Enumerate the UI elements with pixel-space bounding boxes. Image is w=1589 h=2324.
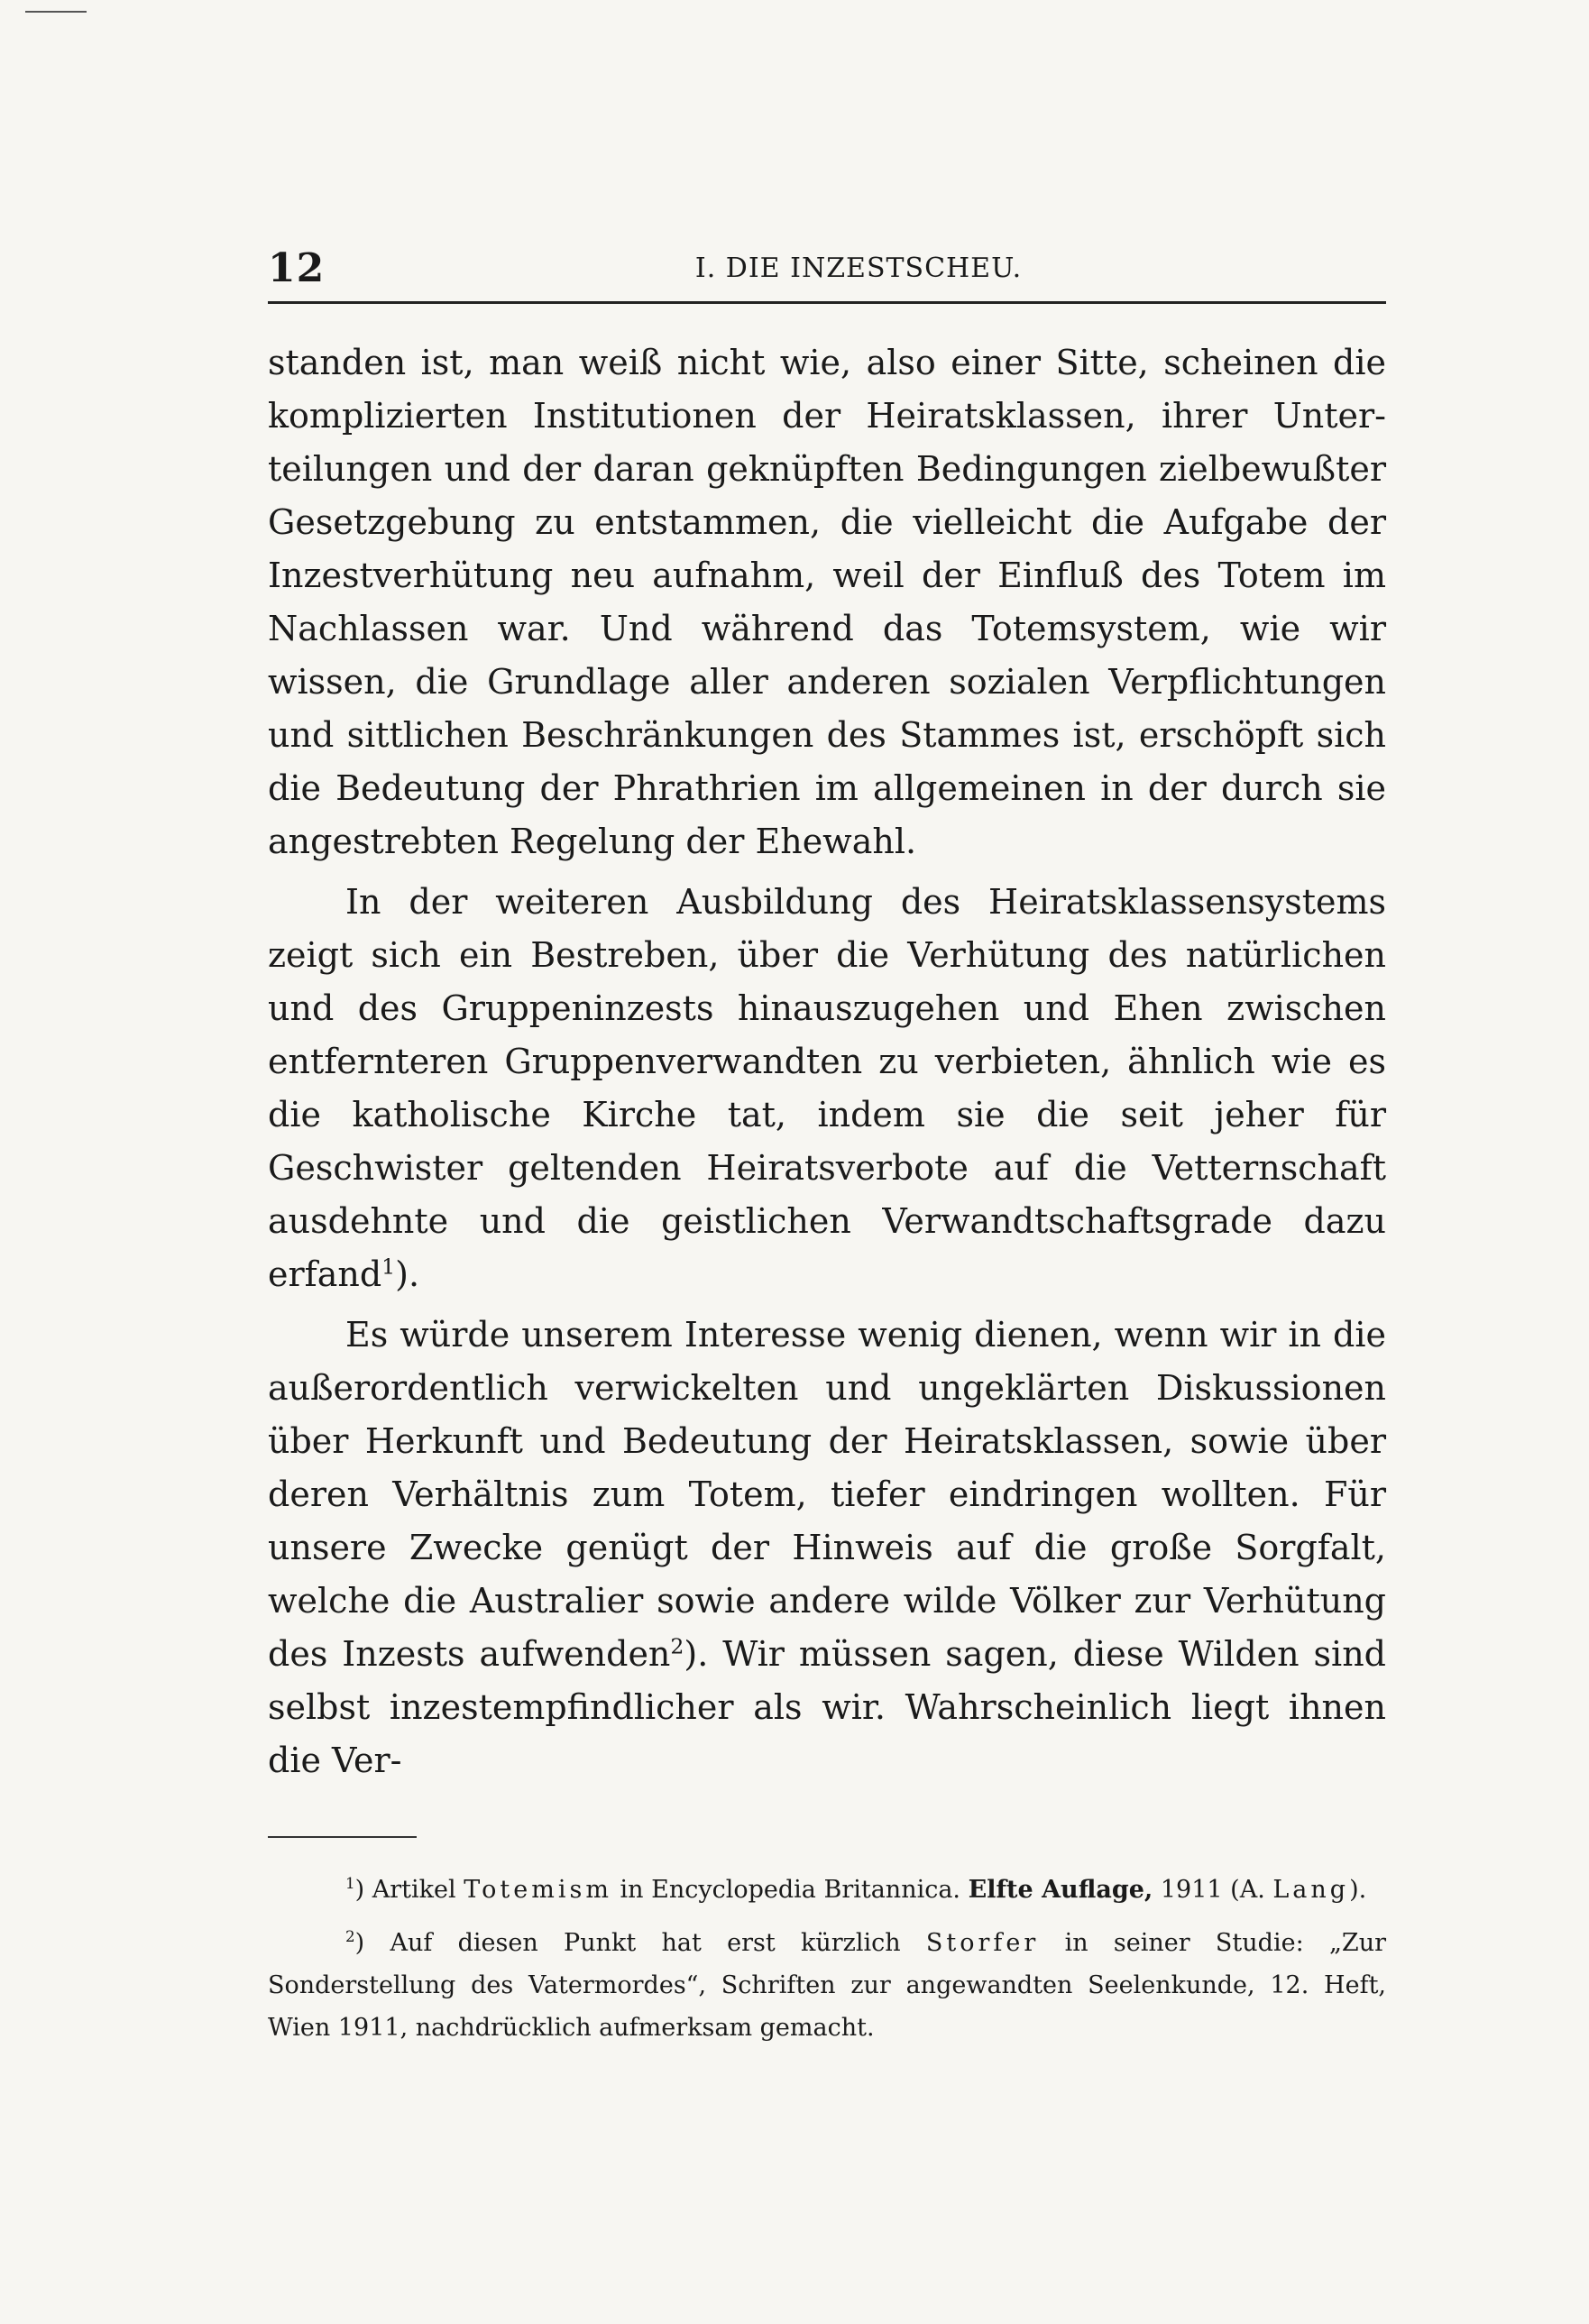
footnote-2-post: in seiner Studie: „Zur Sonderstellung des Vatermordes“, Schriften zur angewandten Seelenkunde, 12. Heft, Wien 1911, nachdrücklich aufmerksam gemacht. xyxy=(268,1929,1386,2042)
footnote-1-marker: 1 xyxy=(345,1874,355,1892)
footnote-2-pre: ) Auf diesen Punkt hat erst kürzlich xyxy=(354,1929,926,1957)
footnote-2-author: Storfer xyxy=(925,1929,1040,1957)
paragraph-2 xyxy=(268,876,1386,1301)
footnote-1-term: Totemism xyxy=(464,1876,612,1904)
book-page xyxy=(268,243,1386,2049)
footnote-1-pre: ) Artikel xyxy=(354,1876,464,1904)
footnote-2 xyxy=(268,1922,1386,2049)
footnotes xyxy=(268,1869,1386,2049)
paragraph-2-end: ). xyxy=(395,1254,420,1294)
footnote-ref-2: 2 xyxy=(670,1633,684,1659)
paragraph-1: standen ist, man weiß nicht wie, also einer Sitte, scheinen die komplizierten Institutionen der Heiratsklassen, ihrer Unterteilungen und der daran geknüpften Bedingungen zielbewußter Gesetzgebung zu entstammen, die vielleicht die Aufgabe der Inzestverhütung neu aufnahm, weil der Einfluß des Totem im Nachlassen war. Und während das Totemsystem, wie wir wissen, die Grundlage aller anderen sozialen Verpflichtungen und sittlichen Beschränkungen des Stammes ist, erschöpft sich die Bedeutung der Phrathrien im allgemeinen in der durch sie angestrebten Regelung der Ehewahl. xyxy=(268,343,1386,861)
footnote-1-end: ). xyxy=(1349,1876,1367,1904)
footnote-1-mid: in Encyclopedia Britannica. xyxy=(611,1876,969,1904)
footnote-ref-1: 1 xyxy=(381,1254,396,1280)
footnote-1 xyxy=(268,1869,1386,1911)
paragraph-3-text: Es würde unserem Interesse wenig dienen, wenn wir in die außerordentlich verwickelten und ungeklärten Diskussionen über Herkunft und Bedeutung der Heiratsklassen, sowie über deren Verhältnis zum Totem, tiefer eindringen wollten. Für unsere Zwecke genügt der Hinweis auf die große Sorgfalt, welche die Australier sowie andere wilde Völker zur Verhütung des Inzests aufwenden xyxy=(268,1315,1386,1674)
paragraph-3-end: ). Wir müssen sagen, diese Wilden sind selbst inzestempfindlicher als wir. Wahrscheinlich liegt ihnen die Ver- xyxy=(268,1634,1386,1780)
footnote-2-marker: 2 xyxy=(345,1927,355,1945)
page-number: 12 xyxy=(268,245,326,291)
footnote-1-post: 1911 (A. xyxy=(1153,1876,1273,1904)
paragraph-3 xyxy=(268,1309,1386,1787)
chapter-title: I. DIE INZESTSCHEU. xyxy=(694,253,1023,284)
scan-edge-mark xyxy=(25,11,87,13)
body-text xyxy=(268,336,1386,1787)
footnote-1-edition: Elfte Auflage, xyxy=(968,1876,1153,1904)
paragraph-2-text: In der weiteren Ausbildung des Heiratsklassensystems zeigt sich ein Bestreben, über die Verhütung des natürlichen und des Gruppeninzests hinauszugehen und Ehen zwischen entfernteren Gruppenverwandten zu verbieten, ähnlich wie es die katholische Kirche tat, indem sie die seit jeher für Geschwister geltenden Heiratsverbote auf die Vetternschaft ausdehnte und die geistlichen Verwandtschaftsgrade dazu erfand xyxy=(268,882,1386,1294)
running-head xyxy=(268,243,1386,304)
footnote-1-author: Lang xyxy=(1272,1876,1350,1904)
footnote-divider xyxy=(268,1836,417,1838)
